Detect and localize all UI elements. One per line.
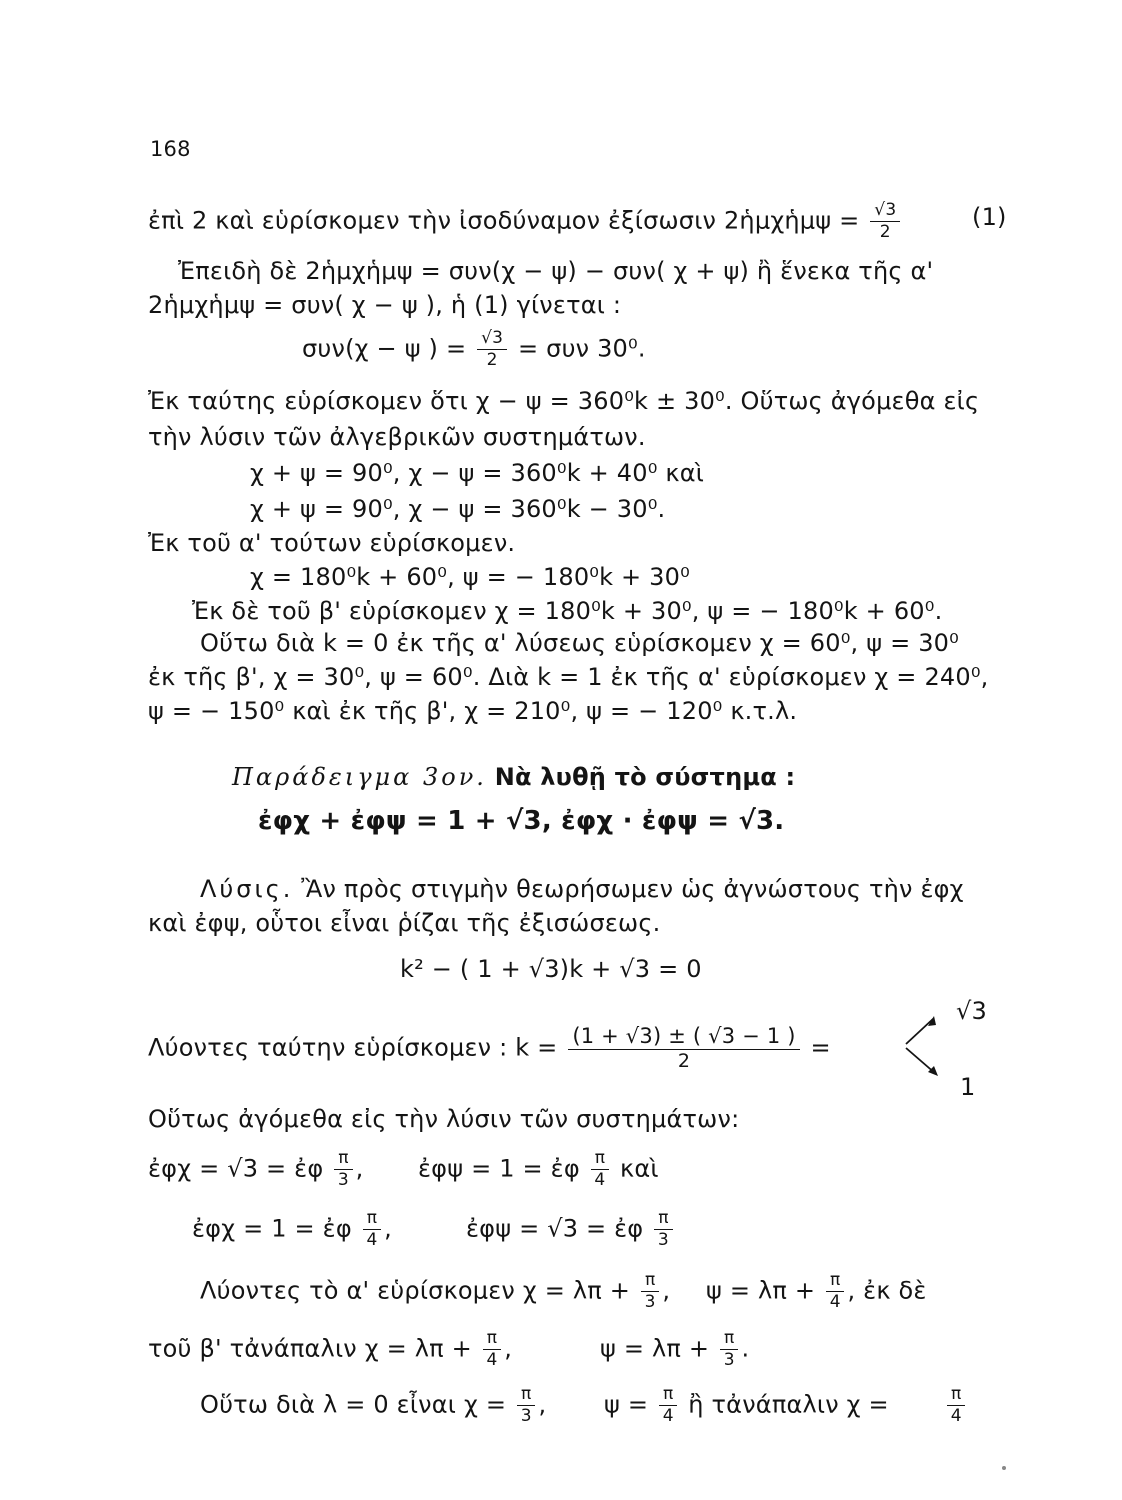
pi-over-3-fraction: [720, 1330, 738, 1369]
fraction-denominator: 2: [879, 222, 891, 242]
text-line-3: 2ἡμχἡμψ = συν( χ − ψ ), ἡ (1) γίνεται :: [148, 291, 622, 319]
line-4-right: = συν 30⁰.: [518, 334, 646, 363]
comma: ,: [662, 1276, 671, 1305]
pi-over-4-fraction: [363, 1210, 381, 1249]
root-top: √3: [956, 997, 987, 1025]
text-line-12: Οὕτω διὰ k = 0 ἐκ τῆς α' λύσεως εὑρίσκομεν χ = 60⁰, ψ = 30⁰: [200, 629, 959, 657]
example-title: Παράδειγμα 3ον.: [232, 763, 487, 791]
text-line-2: Ἐπειδὴ δὲ 2ἡμχἡμψ = συν(χ − ψ) − συν( χ + ψ) ἢ ἕνεκα τῆς α': [178, 257, 934, 285]
text-line-4: [302, 330, 646, 369]
period: .: [741, 1334, 750, 1363]
example-heading: [232, 762, 795, 792]
pi-over-3-fraction: [654, 1210, 672, 1249]
system-line-1-right: [418, 1150, 659, 1189]
fraction-denominator: 4: [594, 1170, 606, 1190]
fraction-denominator: 3: [337, 1170, 349, 1190]
s4-tail: , ἐκ δὲ: [847, 1276, 927, 1305]
s5-middle: ψ = λπ +: [600, 1334, 710, 1363]
pi-over-4-fraction: [826, 1272, 844, 1311]
fraction-numerator: π: [659, 1386, 677, 1406]
fraction-numerator: π: [947, 1386, 965, 1406]
quadratic-equation: k² − ( 1 + √3)k + √3 = 0: [400, 955, 702, 983]
comma: ,: [355, 1154, 364, 1183]
solution-label: Λύσις.: [200, 875, 294, 903]
fraction-numerator: √3: [870, 202, 900, 222]
fraction-denominator: 2: [486, 350, 498, 370]
fraction-numerator: π: [334, 1150, 352, 1170]
solve-line-left: Λύοντες ταύτην εὑρίσκομεν : k =: [148, 1033, 558, 1062]
text-line-11: Ἐκ δὲ τοῦ β' εὑρίσκομεν χ = 180⁰k + 30⁰, ψ = − 180⁰k + 60⁰.: [192, 597, 943, 625]
fraction-denominator: 3: [520, 1406, 532, 1426]
solution-line-6: [200, 1386, 546, 1425]
fraction-numerator: π: [517, 1386, 535, 1406]
text-line-10: χ = 180⁰k + 60⁰, ψ = − 180⁰k + 30⁰: [250, 563, 690, 591]
example-statement: Νὰ λυθῇ τὸ σύστημα :: [494, 763, 796, 791]
pi-over-3-fraction: [641, 1272, 659, 1311]
fraction-numerator: π: [363, 1210, 381, 1230]
pi-over-3-fraction: [517, 1386, 535, 1425]
sys1-tail: καὶ: [619, 1154, 659, 1183]
solution-line-3: Οὕτως ἀγόμεθα εἰς τὴν λύσιν τῶν συστημάτων:: [148, 1105, 740, 1133]
solution-line-1-text: Ἂν πρὸς στιγμὴν θεωρήσωμεν ὡς ἀγνώστους τὴν ἐφχ: [301, 875, 964, 903]
s6-middle: ψ =: [604, 1390, 649, 1419]
system-line-2-right: [466, 1210, 676, 1249]
pi-over-4-fraction: [659, 1386, 677, 1425]
system-line-2: [192, 1210, 392, 1249]
branch-arrows-icon: [900, 1012, 960, 1082]
solve-line-equals: =: [810, 1033, 831, 1062]
fraction-denominator: 4: [829, 1292, 841, 1312]
fraction-numerator: π: [826, 1272, 844, 1292]
root-bottom: 1: [960, 1073, 976, 1101]
fraction-denominator: 2: [677, 1050, 691, 1072]
s4-left: Λύοντες τὸ α' εὑρίσκομεν χ = λπ +: [200, 1276, 631, 1305]
system-line-1: [148, 1150, 364, 1189]
pi-over-4-fraction: [591, 1150, 609, 1189]
text-line-13: ἐκ τῆς β', χ = 30⁰, ψ = 60⁰. Διὰ k = 1 ἐκ τῆς α' εὑρίσκομεν χ = 240⁰,: [148, 663, 989, 691]
page-number: 168: [150, 137, 191, 161]
text-line-14: ψ = − 150⁰ καὶ ἐκ τῆς β', χ = 210⁰, ψ = − 120⁰ κ.τ.λ.: [148, 697, 798, 725]
comma: ,: [504, 1334, 513, 1363]
solve-line: [148, 1026, 831, 1071]
solution-line-5-right: [600, 1330, 749, 1369]
fraction-denominator: 4: [950, 1406, 962, 1426]
page-speck: [1002, 1466, 1006, 1470]
text-line-6: τὴν λύσιν τῶν ἀλγεβρικῶν συστημάτων.: [148, 423, 646, 451]
text-line-5: Ἐκ ταύτης εὑρίσκομεν ὅτι χ − ψ = 360⁰k ± 30⁰. Οὕτως ἀγόμεθα εἰς: [148, 387, 980, 415]
fraction-denominator: 3: [657, 1230, 669, 1250]
fraction-denominator: 3: [723, 1350, 735, 1370]
pi-over-4-fraction: [947, 1386, 965, 1425]
s6-left: Οὕτω διὰ λ = 0 εἶναι χ =: [200, 1390, 507, 1419]
roots-fraction: [568, 1026, 799, 1071]
fraction-denominator: 4: [662, 1406, 674, 1426]
text-line-8: χ + ψ = 90⁰, χ − ψ = 360⁰k − 30⁰.: [250, 495, 666, 523]
fraction-denominator: 4: [366, 1230, 378, 1250]
text-line-9: Ἐκ τοῦ α' τούτων εὑρίσκομεν.: [148, 529, 516, 557]
text-line-7: χ + ψ = 90⁰, χ − ψ = 360⁰k + 40⁰ καὶ: [250, 459, 705, 487]
fraction-numerator: π: [641, 1272, 659, 1292]
line-1-text: ἐπὶ 2 καὶ εὑρίσκομεν τὴν ἰσοδύναμον ἐξίσωσιν 2ἡμχἡμψ =: [148, 206, 860, 235]
fraction-numerator: √3: [477, 330, 507, 350]
sys1-left: ἐφχ = √3 = ἐφ: [148, 1154, 324, 1183]
fraction-numerator: (1 + √3) ± ( √3 − 1 ): [568, 1026, 799, 1050]
text-line-1: [148, 202, 903, 241]
pi-over-3-fraction: [334, 1150, 352, 1189]
comma: ,: [538, 1390, 547, 1419]
line-4-left: συν(χ − ψ ) =: [302, 334, 467, 363]
fraction-denominator: 3: [644, 1292, 656, 1312]
s5-left: τοῦ β' τἀνάπαλιν χ = λπ +: [148, 1334, 472, 1363]
fraction-numerator: π: [591, 1150, 609, 1170]
fraction-denominator: 4: [486, 1350, 498, 1370]
solution-line-4-right: [706, 1272, 927, 1311]
fraction-numerator: π: [483, 1330, 501, 1350]
solution-line-4: [200, 1272, 670, 1311]
comma: ,: [384, 1214, 393, 1243]
example-system: ἐφχ + ἐφψ = 1 + √3, ἐφχ · ἐφψ = √3.: [258, 806, 785, 836]
solution-line-6-right: [944, 1386, 968, 1425]
s6-tail: ἢ τἀνάπαλιν χ =: [688, 1390, 889, 1419]
sys1-right: ἐφψ = 1 = ἐφ: [418, 1154, 580, 1183]
equation-tag-1: (1): [972, 203, 1007, 231]
pi-over-4-fraction: [483, 1330, 501, 1369]
solution-line-6-middle: [604, 1386, 889, 1425]
fraction-numerator: π: [654, 1210, 672, 1230]
fraction-numerator: π: [720, 1330, 738, 1350]
sys2-left: ἐφχ = 1 = ἐφ: [192, 1214, 352, 1243]
solution-line-2: καὶ ἐφψ, οὗτοι εἶναι ῥίζαι τῆς ἐξισώσεως.: [148, 909, 661, 937]
solution-line-5: [148, 1330, 512, 1369]
solution-line-1: [200, 874, 964, 904]
sys2-right: ἐφψ = √3 = ἐφ: [466, 1214, 644, 1243]
sqrt3-over-2-fraction: [870, 202, 900, 241]
s4-middle: ψ = λπ +: [706, 1276, 816, 1305]
sqrt3-over-2-fraction: [477, 330, 507, 369]
